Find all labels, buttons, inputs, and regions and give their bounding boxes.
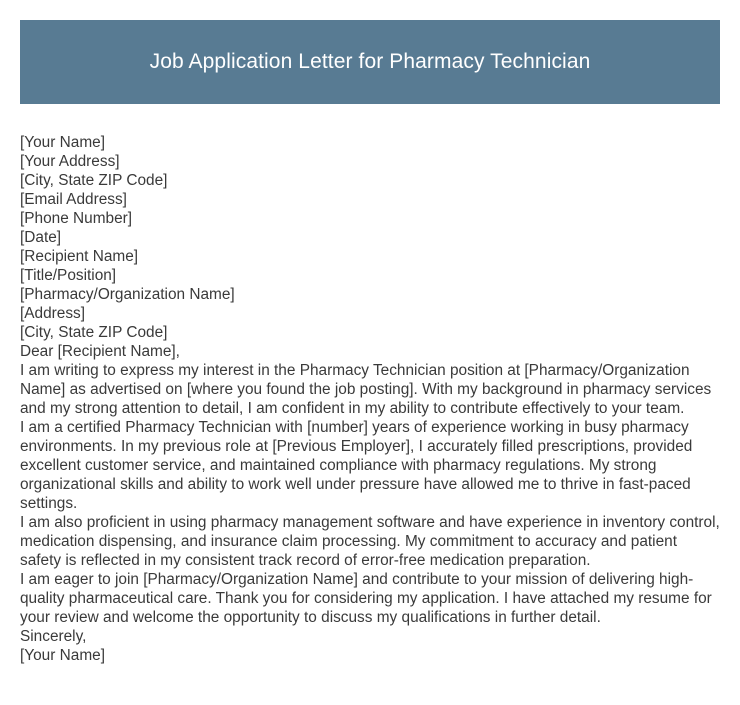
sender-city-state-zip: [City, State ZIP Code]	[20, 172, 168, 189]
closing: Sincerely,	[20, 628, 87, 645]
recipient-name: [Recipient Name]	[20, 248, 139, 265]
sender-phone: [Phone Number]	[20, 210, 133, 227]
recipient-address: [Address]	[20, 305, 86, 322]
recipient-organization: [Pharmacy/Organization Name]	[20, 286, 235, 303]
letter-date: [Date]	[20, 229, 62, 246]
page-header	[20, 20, 720, 104]
paragraph-intro: I am writing to express my interest in the Pharmacy Technician position at [Pharmacy/Organization Name] as advertised on [where you found the job posting]. With my background in pharmacy services and my strong attention to detail, I am confident in my ability to contribute effectively to your team.	[20, 362, 712, 417]
salutation: Dear [Recipient Name],	[20, 343, 180, 360]
sender-address: [Your Address]	[20, 153, 120, 170]
paragraph-experience: I am a certified Pharmacy Technician with [number] years of experience working in busy pharmacy environments. In my previous role at [Previous Employer], I accurately filled prescriptions, provided excellent customer service, and maintained compliance with pharmacy regulations. My strong organizational skills and ability to work well under pressure have allowed me to thrive in fast-paced settings.	[20, 419, 693, 512]
sender-email: [Email Address]	[20, 191, 127, 208]
paragraph-closing: I am eager to join [Pharmacy/Organization Name] and contribute to your mission of delivering high-quality pharmaceutical care. Thank you for considering my application. I have attached my resume for your review and welcome the opportunity to discuss my qualifications in further detail.	[20, 571, 712, 626]
letter-body	[20, 133, 722, 665]
paragraph-skills: I am also proficient in using pharmacy management software and have experience in inventory control, medication dispensing, and insurance claim processing. My commitment to accuracy and patient safety is reflected in my consistent track record of error-free medication preparation.	[20, 514, 720, 569]
signature: [Your Name]	[20, 647, 105, 664]
recipient-title: [Title/Position]	[20, 267, 117, 284]
sender-name: [Your Name]	[20, 134, 105, 151]
page-title: Job Application Letter for Pharmacy Technician	[149, 50, 591, 73]
recipient-city-state-zip: [City, State ZIP Code]	[20, 324, 168, 341]
